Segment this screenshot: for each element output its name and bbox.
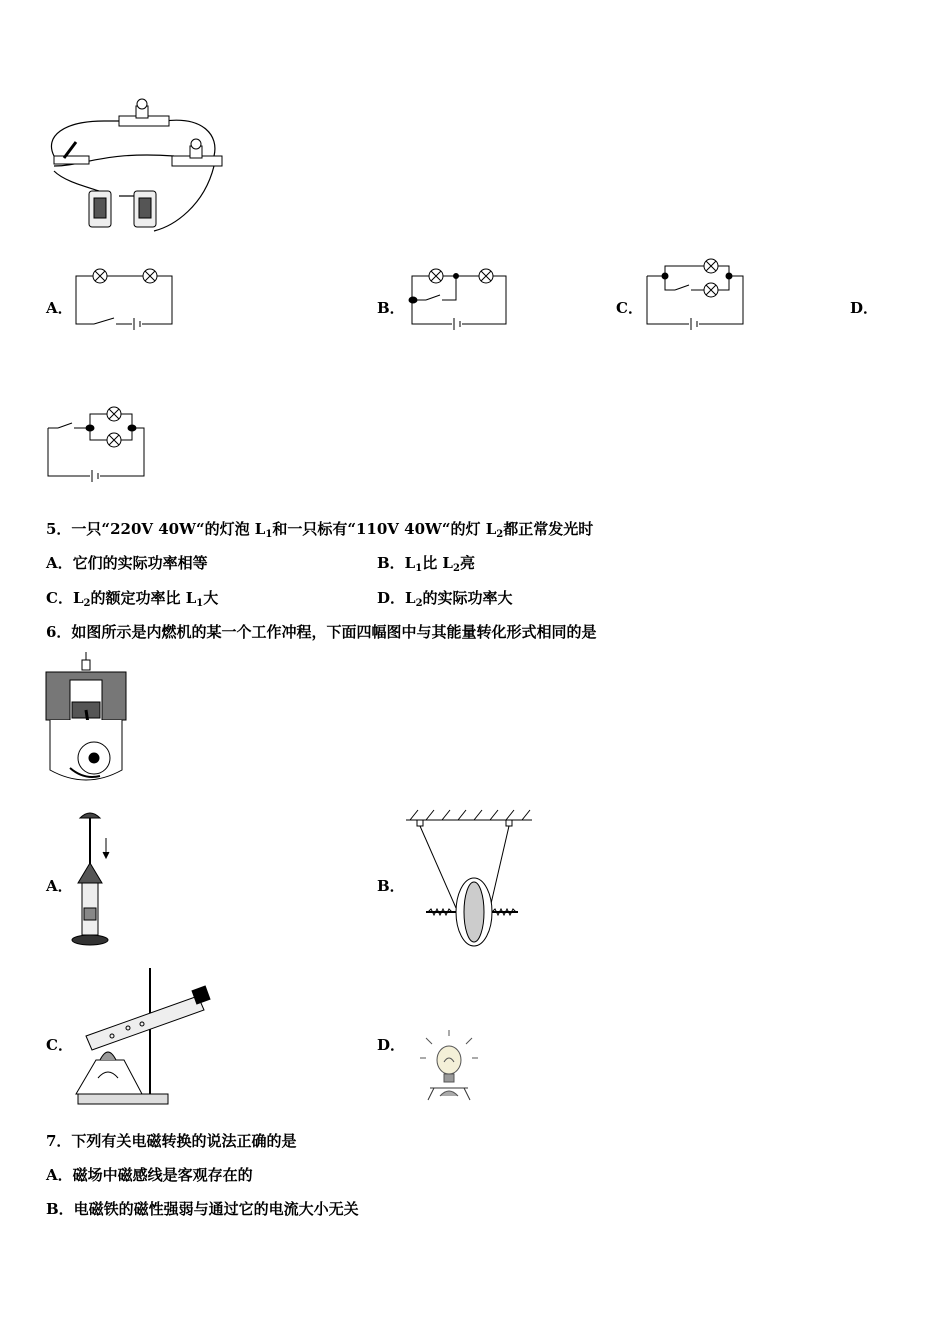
q6-stem: 6．如图所示是内燃机的某一个工作冲程，下面四幅图中与其能量转化形式相同的是	[46, 623, 597, 641]
battery-right	[134, 191, 156, 227]
q7-stem: 7．下列有关电磁转换的说法正确的是	[46, 1132, 297, 1150]
test-tube-heating-figure	[72, 966, 212, 1110]
q6-option-d-label[interactable]: D．	[377, 1036, 406, 1054]
q4-circuit-c	[645, 256, 745, 328]
knife-switch	[54, 142, 89, 164]
maxwell-wheel-figure	[404, 808, 534, 948]
q5-option-b[interactable]: B．$L_1$比 $L_2$亮	[377, 554, 475, 574]
q4-option-a-label[interactable]: A．	[46, 299, 73, 317]
battery-left	[89, 191, 111, 227]
heated-bulb-figure	[420, 1030, 478, 1104]
engine-stroke-figure	[44, 650, 128, 785]
physical-circuit-figure	[44, 96, 224, 236]
q4-option-b-label[interactable]: B．	[377, 299, 405, 317]
q6-option-c-label[interactable]: C．	[46, 1036, 73, 1054]
q4-option-c-label[interactable]: C．	[616, 299, 643, 317]
q4-option-d-label[interactable]: D．	[850, 299, 879, 317]
q6-option-b-label[interactable]: B．	[377, 877, 405, 895]
q7-option-a[interactable]: A．磁场中磁感线是客观存在的	[46, 1166, 253, 1184]
lamp-holder-top	[119, 99, 169, 126]
q4-circuit-b	[408, 266, 508, 328]
q7-option-b[interactable]: B．电磁铁的磁性强弱与通过它的电流大小无关	[46, 1200, 359, 1218]
q4-circuit-a	[74, 266, 174, 328]
q5-stem: 5．一只“220V 40W“的灯泡 $L_1$和一只标有“110V 40W“的灯 $L_2$都正常发光时	[46, 520, 594, 540]
q4-circuit-d	[46, 404, 146, 480]
fire-syringe-figure	[72, 808, 116, 948]
q6-option-a-label[interactable]: A．	[46, 877, 73, 895]
q5-option-c[interactable]: C．$L_2$的额定功率比 $L_1$大	[46, 589, 219, 609]
q5-option-a[interactable]: A．它们的实际功率相等	[46, 554, 208, 572]
q5-option-d[interactable]: D．$L_2$的实际功率大	[377, 589, 513, 609]
